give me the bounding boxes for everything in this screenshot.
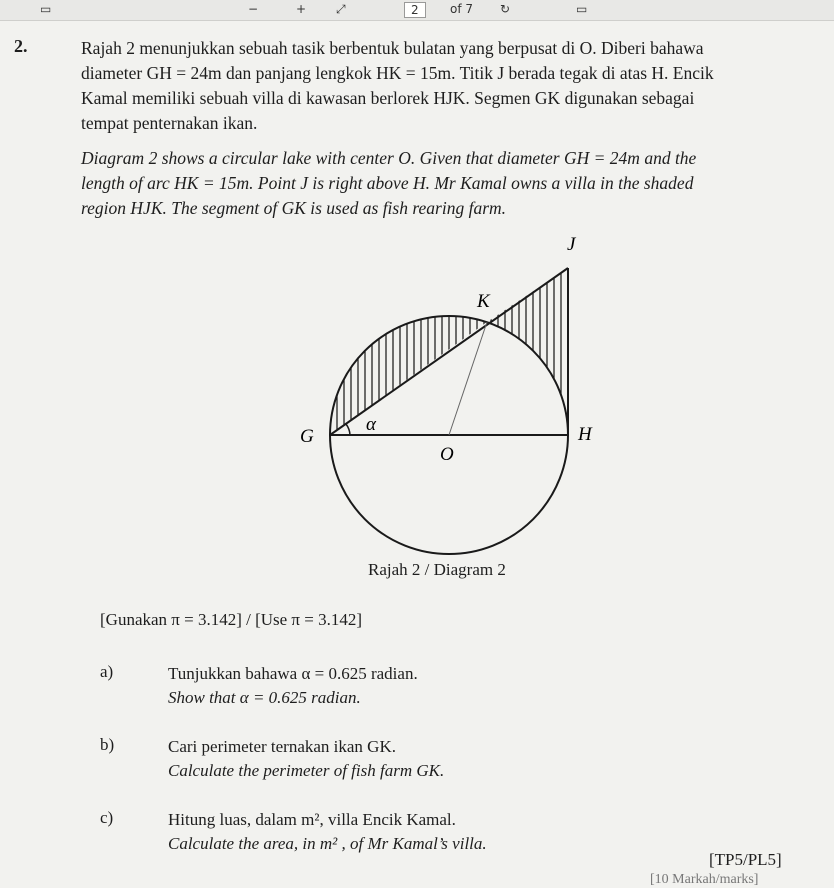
part-c-label: c) <box>100 808 114 827</box>
sidebar-toggle-icon[interactable]: ▭ <box>40 2 52 16</box>
fit-page-icon[interactable]: ⤢ <box>336 2 346 16</box>
part-a-malay: Tunjukkan bahawa α = 0.625 radian. <box>168 664 418 683</box>
part-a-english: Show that α = 0.625 radian. <box>168 688 361 707</box>
part-c-malay: Hitung luas, dalam m², villa Encik Kamal. <box>168 810 456 829</box>
en-line: length of arc HK = 15m. Point J is right above H. Mr Kamal owns a villa in the shaded <box>81 173 694 193</box>
en-line: Diagram 2 shows a circular lake with center O. Given that diameter GH = 24m and the <box>81 148 697 168</box>
part-b-malay: Cari perimeter ternakan ikan GK. <box>168 737 396 756</box>
angle-arc <box>346 424 350 435</box>
part-a <box>168 662 418 710</box>
part-b-label: b) <box>100 735 115 754</box>
zoom-out-button[interactable]: − <box>248 2 259 16</box>
label-K: K <box>477 291 490 312</box>
part-c-english: Calculate the area, in m² , of Mr Kamal’s villa. <box>168 834 487 853</box>
page-count: of 7 <box>450 2 474 16</box>
zoom-in-button[interactable]: + <box>296 2 307 16</box>
ms-line: tempat penternakan ikan. <box>81 113 258 133</box>
tp-level-tag: [TP5/PL5] <box>709 850 782 869</box>
label-O: O <box>440 444 454 465</box>
part-a-label: a) <box>100 662 114 681</box>
villa-region <box>487 268 568 435</box>
label-J: J <box>567 234 576 255</box>
diagram-caption: Rajah 2 / Diagram 2 <box>368 560 506 579</box>
page-number-input[interactable]: 2 <box>404 2 426 18</box>
label-G: G <box>300 426 314 447</box>
part-b <box>168 735 444 783</box>
part-b-english: Calculate the perimeter of fish farm GK. <box>168 761 445 780</box>
ms-line: Kamal memiliki sebuah villa di kawasan berlorek HJK. Segmen GK digunakan sebagai <box>81 88 695 108</box>
view-mode-icon[interactable]: ▭ <box>576 2 588 16</box>
marks-note: [10 Markah/marks] <box>650 872 759 887</box>
fish-farm-segment <box>330 316 487 435</box>
en-line: region HJK. The segment of GK is used as fish rearing farm. <box>81 198 507 218</box>
rotate-icon[interactable]: ↻ <box>500 2 511 16</box>
question-number: 2. <box>14 36 28 56</box>
ms-line: Rajah 2 menunjukkan sebuah tasik berbentuk bulatan yang berpusat di O. Diberi bahawa <box>81 38 704 58</box>
part-c <box>168 808 487 856</box>
label-H: H <box>578 424 592 445</box>
ms-line: diameter GH = 24m dan panjang lengkok HK = 15m. Titik J berada tegak di atas H. Encik <box>81 63 714 83</box>
use-pi-note: [Gunakan π = 3.142] / [Use π = 3.142] <box>100 610 363 629</box>
label-alpha: α <box>366 414 376 435</box>
